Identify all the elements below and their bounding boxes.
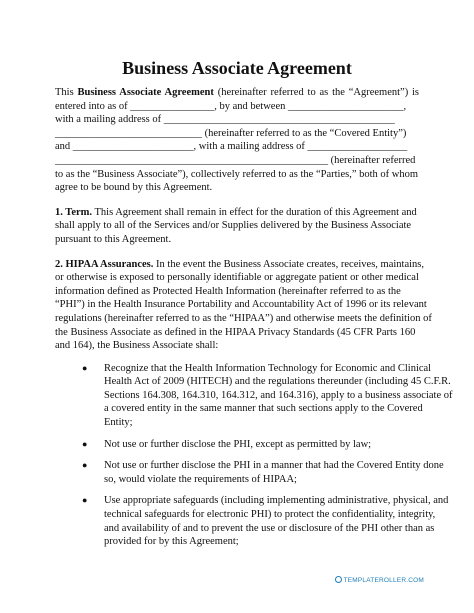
bullet-item	[55, 362, 453, 430]
bullet-line: Sections 164.308, 164.310, 164.312, and 164.316), apply to a business associate of	[104, 389, 453, 401]
copyright-icon	[335, 576, 342, 583]
intro-line: agree to be bound by this Agreement.	[55, 182, 213, 194]
footer	[0, 576, 474, 584]
bullet-line: provided for by this Agreement;	[104, 536, 239, 548]
intro-line: ____________________________________________________ (hereinafter referred	[55, 154, 416, 166]
bullet-line: and availability of and to prevent the use or disclosure of the PHI other than as	[104, 522, 435, 534]
footer-link[interactable]: TEMPLATEROLLER.COM	[343, 577, 424, 584]
section-2-line: the Business Associate as defined in the HIPAA Privacy Standards (45 CFR Parts 160	[55, 326, 416, 338]
section-1-line: pursuant to this Agreement.	[55, 233, 172, 245]
intro-line: with a mailing address of ____________________________________________	[55, 114, 395, 126]
bullet-line: Not use or further disclose the PHI in a manner that had the Covered Entity done	[104, 460, 444, 472]
section-1-heading: 1. Term.	[55, 206, 93, 218]
bullet-line: so, would violate the requirements of HIPAA;	[104, 473, 297, 485]
intro-text: This	[55, 87, 78, 98]
section-1-text: This Agreement shall remain in effect for the duration of this Agreement and	[92, 206, 417, 218]
bullet-icon: ●	[82, 495, 88, 506]
section-2-line: and 164), the Business Associate shall:	[55, 340, 219, 352]
bullet-icon: ●	[82, 362, 88, 373]
section-1-line: shall apply to all of the Services and/or Supplies delivered by the Business Associate	[55, 220, 412, 232]
intro-text: (hereinafter referred to as the “Agreement”) is	[213, 87, 420, 98]
section-2-line: or otherwise is exposed to personally identifiable or aggregate patient or other medical	[55, 272, 419, 284]
section-2-line: regulations (hereinafter referred to as the “HIPAA”) and otherwise meets the definition of	[55, 312, 432, 324]
intro-line: and _______________________, with a mailing address of ___________________	[55, 141, 408, 153]
intro-line: to as the “Business Associate”), collectively referred to as the “Parties,” both of whom	[55, 168, 419, 180]
intro-line: ____________________________ (hereinafter referred to as the “Covered Entity”)	[55, 127, 407, 139]
section-2-text: In the event the Business Associate creates, receives, maintains,	[153, 258, 424, 270]
document-body	[55, 86, 453, 549]
section-2-line: “PHI”) in the Health Insurance Portability and Accountability Act of 1996 or its relevant	[55, 299, 427, 311]
document-title: Business Associate Agreement	[122, 58, 352, 78]
bullet-line: Not use or further disclose the PHI, except as permitted by law;	[104, 438, 372, 450]
bullet-line: technical safeguards for electronic PHI) to protect the confidentiality, integrity,	[104, 509, 436, 521]
bullet-line: a covered entity in the same manner that such sections apply to the Covered	[104, 403, 423, 415]
bullet-line: Use appropriate safeguards (including implementing administrative, physical, and	[104, 495, 449, 507]
section-2-line: information defined as Protected Health Information (hereinafter referred to as the	[55, 285, 401, 297]
bullet-icon: ●	[82, 438, 88, 449]
bullet-icon: ●	[82, 460, 88, 471]
bullet-item	[55, 494, 449, 548]
intro-line: entered into as of ________________, by and between ______________________,	[55, 100, 407, 112]
bullet-line: Recognize that the Health Information Technology for Economic and Clinical	[104, 362, 432, 374]
intro-line	[55, 86, 419, 100]
section-2-heading: 2. HIPAA Assurances.	[55, 258, 154, 270]
bullet-item	[55, 438, 419, 452]
section-1-line	[55, 206, 419, 220]
bullet-line: Entity;	[104, 417, 133, 429]
bullet-line: Health Act of 2009 (HITECH) and the regulations thereunder (including 45 C.F.R.	[104, 376, 451, 388]
section-2-line	[55, 258, 424, 272]
bullet-item	[55, 459, 444, 486]
agreement-name: Business Associate Agreement	[77, 87, 214, 98]
